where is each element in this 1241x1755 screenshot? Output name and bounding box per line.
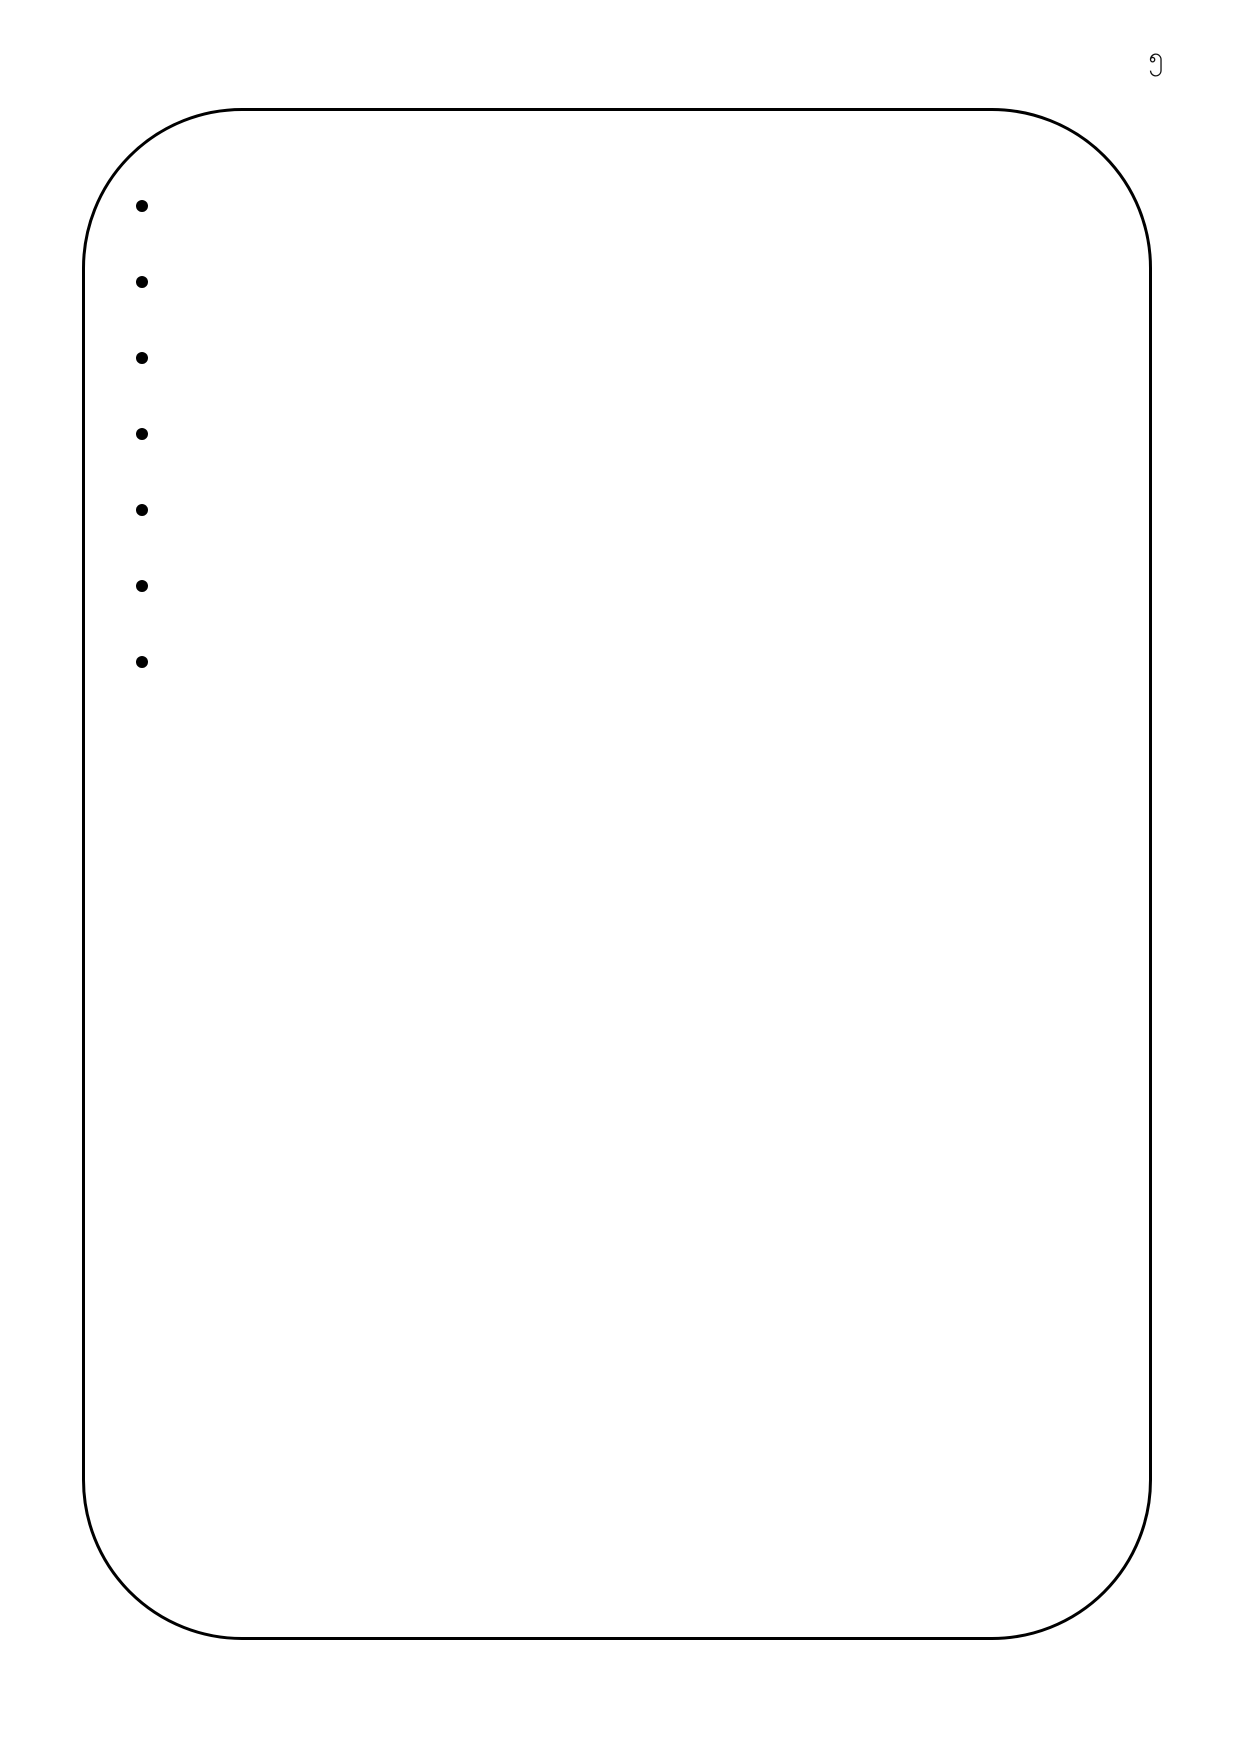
bullet-text [162, 342, 1114, 380]
bullet-text [162, 418, 1114, 456]
bullet-text [162, 190, 1114, 228]
page-number: ၅ [1148, 42, 1163, 72]
bullet-item-1 [134, 190, 1114, 228]
bullet-item-6 [134, 570, 1114, 608]
bullet-list [134, 190, 1114, 722]
bullet-text [162, 494, 1114, 532]
bullet-text [162, 646, 1114, 684]
bullet-item-2 [134, 266, 1114, 304]
bullet-icon [136, 276, 148, 288]
bullet-item-4 [134, 418, 1114, 456]
bullet-icon [136, 200, 148, 212]
bullet-item-3 [134, 342, 1114, 380]
bullet-text [162, 570, 1114, 608]
bullet-icon [136, 352, 148, 364]
bullet-item-7 [134, 646, 1114, 684]
bullet-icon [136, 504, 148, 516]
bullet-icon [136, 580, 148, 592]
bullet-icon [136, 428, 148, 440]
bullet-text [162, 266, 1114, 304]
bullet-item-5 [134, 494, 1114, 532]
bullet-icon [136, 656, 148, 668]
